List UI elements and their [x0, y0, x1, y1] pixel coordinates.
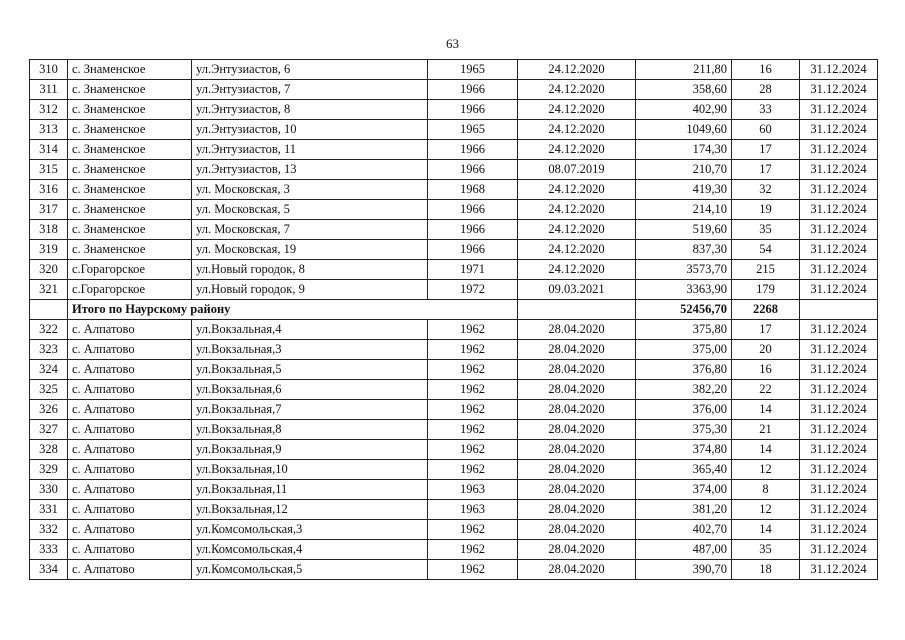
row-number-cell: 329 [30, 460, 68, 480]
year-cell: 1962 [428, 400, 518, 420]
street-cell: ул.Энтузиастов, 8 [192, 100, 428, 120]
village-cell: с. Алпатово [68, 400, 192, 420]
village-cell: с. Алпатово [68, 480, 192, 500]
date-cell: 24.12.2020 [518, 200, 636, 220]
street-cell: ул.Вокзальная,12 [192, 500, 428, 520]
year-cell: 1968 [428, 180, 518, 200]
village-cell: с. Знаменское [68, 180, 192, 200]
village-cell: с. Знаменское [68, 200, 192, 220]
date-cell: 28.04.2020 [518, 560, 636, 580]
term-cell: 31.12.2024 [800, 500, 878, 520]
row-number-cell: 319 [30, 240, 68, 260]
village-cell: с. Алпатово [68, 500, 192, 520]
village-cell: с. Алпатово [68, 540, 192, 560]
table-row [30, 260, 878, 280]
village-cell: с. Знаменское [68, 240, 192, 260]
housing-registry-table [29, 59, 878, 580]
term-cell: 31.12.2024 [800, 180, 878, 200]
row-number-cell: 328 [30, 440, 68, 460]
count-cell: 54 [732, 240, 800, 260]
area-cell: 487,00 [636, 540, 732, 560]
street-cell: ул.Новый городок, 9 [192, 280, 428, 300]
village-cell: с. Знаменское [68, 100, 192, 120]
date-cell: 28.04.2020 [518, 520, 636, 540]
count-cell: 18 [732, 560, 800, 580]
row-number-cell: 331 [30, 500, 68, 520]
count-cell: 19 [732, 200, 800, 220]
date-cell: 28.04.2020 [518, 340, 636, 360]
street-cell: ул.Комсомольская,3 [192, 520, 428, 540]
table-row [30, 420, 878, 440]
date-cell: 28.04.2020 [518, 540, 636, 560]
village-cell: с. Знаменское [68, 120, 192, 140]
table-body-naur [30, 60, 878, 300]
count-cell: 14 [732, 400, 800, 420]
village-cell: с. Алпатово [68, 320, 192, 340]
area-cell: 376,00 [636, 400, 732, 420]
village-cell: с. Алпатово [68, 560, 192, 580]
date-cell: 28.04.2020 [518, 480, 636, 500]
year-cell: 1963 [428, 500, 518, 520]
area-cell: 390,70 [636, 560, 732, 580]
term-cell: 31.12.2024 [800, 380, 878, 400]
row-number-cell: 310 [30, 60, 68, 80]
row-number-cell: 320 [30, 260, 68, 280]
year-cell: 1962 [428, 460, 518, 480]
date-cell: 08.07.2019 [518, 160, 636, 180]
village-cell: с. Алпатово [68, 380, 192, 400]
table-row [30, 500, 878, 520]
date-cell: 24.12.2020 [518, 220, 636, 240]
area-cell: 174,30 [636, 140, 732, 160]
table-row [30, 340, 878, 360]
count-cell: 33 [732, 100, 800, 120]
area-cell: 375,80 [636, 320, 732, 340]
term-cell: 31.12.2024 [800, 120, 878, 140]
term-cell: 31.12.2024 [800, 60, 878, 80]
date-cell: 24.12.2020 [518, 120, 636, 140]
area-cell: 402,70 [636, 520, 732, 540]
row-number-cell: 317 [30, 200, 68, 220]
area-cell: 375,00 [636, 340, 732, 360]
year-cell: 1962 [428, 380, 518, 400]
street-cell: ул.Вокзальная,4 [192, 320, 428, 340]
table-row [30, 120, 878, 140]
street-cell: ул.Вокзальная,7 [192, 400, 428, 420]
count-cell: 32 [732, 180, 800, 200]
total-empty-cell [800, 300, 878, 320]
area-cell: 3573,70 [636, 260, 732, 280]
row-number-cell: 316 [30, 180, 68, 200]
page-number: 63 [446, 36, 459, 51]
row-number-cell: 312 [30, 100, 68, 120]
date-cell: 24.12.2020 [518, 80, 636, 100]
count-cell: 21 [732, 420, 800, 440]
table-body-alpatovo [30, 320, 878, 580]
count-cell: 14 [732, 440, 800, 460]
street-cell: ул.Комсомольская,4 [192, 540, 428, 560]
area-cell: 837,30 [636, 240, 732, 260]
year-cell: 1962 [428, 340, 518, 360]
date-cell: 28.04.2020 [518, 320, 636, 340]
row-number-cell: 323 [30, 340, 68, 360]
table-body-total [30, 300, 878, 320]
count-cell: 12 [732, 500, 800, 520]
term-cell: 31.12.2024 [800, 520, 878, 540]
row-number-cell: 314 [30, 140, 68, 160]
street-cell: ул.Вокзальная,6 [192, 380, 428, 400]
date-cell: 09.03.2021 [518, 280, 636, 300]
term-cell: 31.12.2024 [800, 460, 878, 480]
village-cell: с. Знаменское [68, 220, 192, 240]
term-cell: 31.12.2024 [800, 140, 878, 160]
street-cell: ул.Энтузиастов, 13 [192, 160, 428, 180]
term-cell: 31.12.2024 [800, 540, 878, 560]
village-cell: с. Алпатово [68, 520, 192, 540]
table-row [30, 220, 878, 240]
count-cell: 12 [732, 460, 800, 480]
area-cell: 374,80 [636, 440, 732, 460]
count-cell: 17 [732, 320, 800, 340]
street-cell: ул.Вокзальная,11 [192, 480, 428, 500]
date-cell: 24.12.2020 [518, 100, 636, 120]
area-cell: 374,00 [636, 480, 732, 500]
term-cell: 31.12.2024 [800, 420, 878, 440]
area-cell: 381,20 [636, 500, 732, 520]
table-row [30, 400, 878, 420]
row-number-cell: 326 [30, 400, 68, 420]
year-cell: 1966 [428, 80, 518, 100]
village-cell: с. Алпатово [68, 340, 192, 360]
date-cell: 28.04.2020 [518, 400, 636, 420]
count-cell: 16 [732, 360, 800, 380]
area-cell: 1049,60 [636, 120, 732, 140]
area-cell: 210,70 [636, 160, 732, 180]
date-cell: 24.12.2020 [518, 60, 636, 80]
street-cell: ул.Новый городок, 8 [192, 260, 428, 280]
street-cell: ул. Московская, 7 [192, 220, 428, 240]
village-cell: с. Знаменское [68, 140, 192, 160]
row-number-cell: 333 [30, 540, 68, 560]
village-cell: с. Знаменское [68, 160, 192, 180]
street-cell: ул.Энтузиастов, 11 [192, 140, 428, 160]
count-cell: 8 [732, 480, 800, 500]
area-cell: 3363,90 [636, 280, 732, 300]
row-number-cell: 325 [30, 380, 68, 400]
date-cell: 28.04.2020 [518, 440, 636, 460]
count-cell: 16 [732, 60, 800, 80]
row-number-cell: 322 [30, 320, 68, 340]
area-cell: 214,10 [636, 200, 732, 220]
table-row [30, 240, 878, 260]
table-row [30, 200, 878, 220]
table-row [30, 180, 878, 200]
term-cell: 31.12.2024 [800, 80, 878, 100]
count-cell: 60 [732, 120, 800, 140]
year-cell: 1962 [428, 440, 518, 460]
term-cell: 31.12.2024 [800, 440, 878, 460]
count-cell: 14 [732, 520, 800, 540]
total-count: 2268 [732, 300, 800, 320]
area-cell: 519,60 [636, 220, 732, 240]
term-cell: 31.12.2024 [800, 320, 878, 340]
term-cell: 31.12.2024 [800, 340, 878, 360]
total-empty-cell [518, 300, 636, 320]
village-cell: с.Горагорское [68, 260, 192, 280]
year-cell: 1962 [428, 520, 518, 540]
count-cell: 179 [732, 280, 800, 300]
row-number-cell: 330 [30, 480, 68, 500]
total-label: Итого по Наурскому району [68, 300, 518, 320]
table-row [30, 380, 878, 400]
year-cell: 1962 [428, 420, 518, 440]
area-cell: 376,80 [636, 360, 732, 380]
village-cell: с. Знаменское [68, 60, 192, 80]
term-cell: 31.12.2024 [800, 240, 878, 260]
table-row [30, 80, 878, 100]
village-cell: с. Алпатово [68, 460, 192, 480]
date-cell: 28.04.2020 [518, 460, 636, 480]
village-cell: с.Горагорское [68, 280, 192, 300]
row-number-cell: 318 [30, 220, 68, 240]
date-cell: 24.12.2020 [518, 260, 636, 280]
area-cell: 419,30 [636, 180, 732, 200]
table-row [30, 160, 878, 180]
term-cell: 31.12.2024 [800, 560, 878, 580]
year-cell: 1963 [428, 480, 518, 500]
table-row [30, 560, 878, 580]
year-cell: 1962 [428, 540, 518, 560]
row-number-cell: 311 [30, 80, 68, 100]
area-cell: 358,60 [636, 80, 732, 100]
table-row [30, 360, 878, 380]
village-cell: с. Алпатово [68, 420, 192, 440]
village-cell: с. Алпатово [68, 440, 192, 460]
year-cell: 1972 [428, 280, 518, 300]
date-cell: 24.12.2020 [518, 180, 636, 200]
street-cell: ул. Московская, 5 [192, 200, 428, 220]
street-cell: ул.Энтузиастов, 10 [192, 120, 428, 140]
row-number-cell: 315 [30, 160, 68, 180]
street-cell: ул.Энтузиастов, 6 [192, 60, 428, 80]
date-cell: 24.12.2020 [518, 140, 636, 160]
date-cell: 28.04.2020 [518, 380, 636, 400]
row-number-cell: 334 [30, 560, 68, 580]
year-cell: 1962 [428, 560, 518, 580]
year-cell: 1966 [428, 140, 518, 160]
table-row [30, 60, 878, 80]
term-cell: 31.12.2024 [800, 480, 878, 500]
row-number-cell: 324 [30, 360, 68, 380]
street-cell: ул. Московская, 3 [192, 180, 428, 200]
area-cell: 365,40 [636, 460, 732, 480]
area-cell: 211,80 [636, 60, 732, 80]
year-cell: 1965 [428, 120, 518, 140]
street-cell: ул.Вокзальная,3 [192, 340, 428, 360]
table-row [30, 280, 878, 300]
count-cell: 35 [732, 220, 800, 240]
count-cell: 22 [732, 380, 800, 400]
count-cell: 215 [732, 260, 800, 280]
street-cell: ул.Комсомольская,5 [192, 560, 428, 580]
term-cell: 31.12.2024 [800, 280, 878, 300]
year-cell: 1962 [428, 320, 518, 340]
street-cell: ул.Вокзальная,5 [192, 360, 428, 380]
count-cell: 17 [732, 140, 800, 160]
year-cell: 1966 [428, 220, 518, 240]
row-number-cell: 313 [30, 120, 68, 140]
area-cell: 402,90 [636, 100, 732, 120]
area-cell: 375,30 [636, 420, 732, 440]
term-cell: 31.12.2024 [800, 100, 878, 120]
total-area: 52456,70 [636, 300, 732, 320]
village-cell: с. Знаменское [68, 80, 192, 100]
date-cell: 28.04.2020 [518, 500, 636, 520]
year-cell: 1966 [428, 200, 518, 220]
count-cell: 20 [732, 340, 800, 360]
date-cell: 28.04.2020 [518, 420, 636, 440]
year-cell: 1971 [428, 260, 518, 280]
table-row [30, 140, 878, 160]
date-cell: 24.12.2020 [518, 240, 636, 260]
row-number-cell: 327 [30, 420, 68, 440]
count-cell: 17 [732, 160, 800, 180]
table-row [30, 320, 878, 340]
term-cell: 31.12.2024 [800, 200, 878, 220]
street-cell: ул.Энтузиастов, 7 [192, 80, 428, 100]
count-cell: 35 [732, 540, 800, 560]
total-empty-cell [30, 300, 68, 320]
table-row [30, 480, 878, 500]
term-cell: 31.12.2024 [800, 360, 878, 380]
village-cell: с. Алпатово [68, 360, 192, 380]
street-cell: ул.Вокзальная,10 [192, 460, 428, 480]
term-cell: 31.12.2024 [800, 220, 878, 240]
street-cell: ул. Московская, 19 [192, 240, 428, 260]
table-row [30, 540, 878, 560]
year-cell: 1966 [428, 240, 518, 260]
year-cell: 1962 [428, 360, 518, 380]
year-cell: 1965 [428, 60, 518, 80]
count-cell: 28 [732, 80, 800, 100]
table-row [30, 520, 878, 540]
table-row [30, 460, 878, 480]
term-cell: 31.12.2024 [800, 160, 878, 180]
total-row [30, 300, 878, 320]
table-row [30, 440, 878, 460]
table-row [30, 100, 878, 120]
street-cell: ул.Вокзальная,8 [192, 420, 428, 440]
date-cell: 28.04.2020 [518, 360, 636, 380]
term-cell: 31.12.2024 [800, 260, 878, 280]
row-number-cell: 321 [30, 280, 68, 300]
street-cell: ул.Вокзальная,9 [192, 440, 428, 460]
row-number-cell: 332 [30, 520, 68, 540]
year-cell: 1966 [428, 160, 518, 180]
area-cell: 382,20 [636, 380, 732, 400]
year-cell: 1966 [428, 100, 518, 120]
term-cell: 31.12.2024 [800, 400, 878, 420]
